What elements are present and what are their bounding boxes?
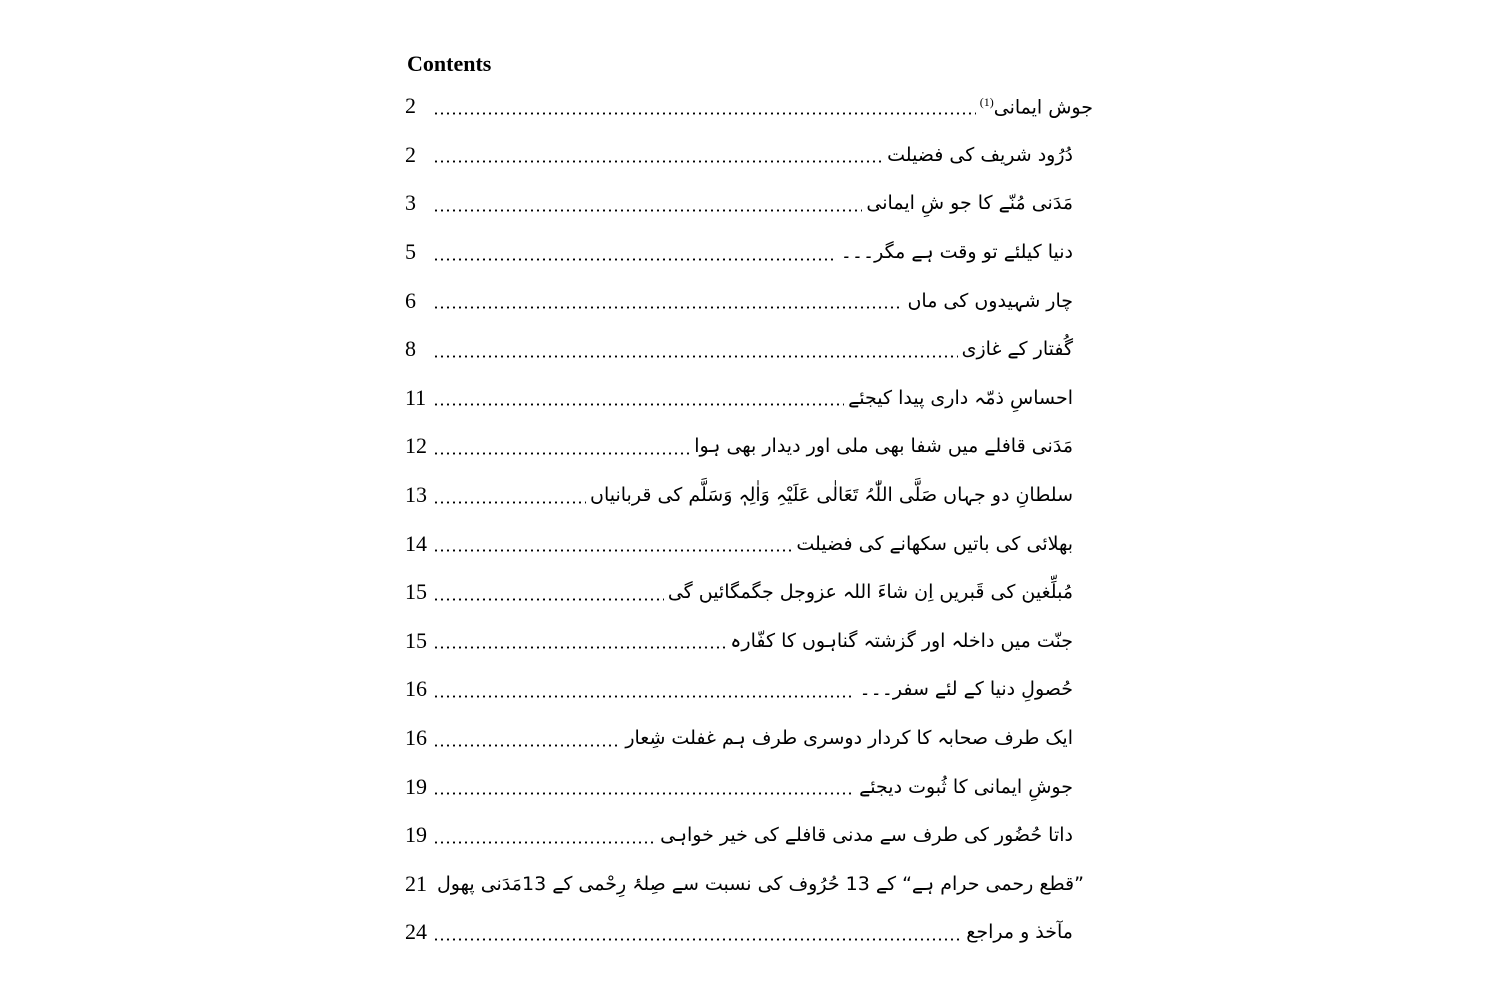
- dot-leader: [433, 938, 962, 941]
- toc-entry-title: [668, 581, 1073, 603]
- dot-leader: [433, 792, 855, 795]
- dot-leader: [433, 258, 837, 261]
- toc-page-number: 8: [405, 336, 416, 362]
- toc-entry[interactable]: [405, 131, 1105, 180]
- toc-entry[interactable]: [405, 82, 1105, 131]
- toc-entry-title-text: مُبلِّغین کی قَبریں اِن شاءَ اللہ عزوجل جگمگائیں گی: [667, 581, 1073, 604]
- toc-entry-title: [980, 95, 1093, 118]
- dot-leader: [433, 306, 903, 309]
- toc-entry-title: [962, 338, 1073, 360]
- toc-entry-title-text: چار شہیدوں کی ماں: [907, 289, 1073, 312]
- toc-entry-title-text: سلطانِ دو جہاں صَلَّی اللّٰہُ تَعَالٰی عَلَیْہِ وَاٰلِہٖ وَسَلَّم کی قربانیاں: [590, 484, 1073, 507]
- toc-heading: Contents: [407, 51, 492, 76]
- toc-entry[interactable]: [405, 617, 1105, 666]
- toc-page-number: 16: [405, 676, 427, 702]
- toc-entry[interactable]: [405, 276, 1105, 325]
- toc-page-number: 15: [405, 579, 427, 605]
- toc-entry-title: [907, 290, 1073, 312]
- toc-entry[interactable]: [405, 665, 1105, 714]
- toc-entry[interactable]: [405, 228, 1105, 277]
- toc-entry[interactable]: [405, 471, 1105, 520]
- toc-entry-title: [841, 241, 1073, 263]
- dot-leader: [433, 355, 958, 358]
- toc-page-number: 21: [405, 870, 427, 896]
- toc-page-number: 5: [405, 239, 416, 265]
- toc-entry-title: [866, 192, 1073, 214]
- dot-leader: [433, 841, 656, 844]
- toc-page-number: 12: [405, 433, 427, 459]
- toc-entry-title-text: جوش ایمانی: [993, 95, 1093, 118]
- toc-page-number: 13: [405, 482, 427, 508]
- dot-leader: [433, 112, 976, 115]
- toc-entry[interactable]: [405, 762, 1105, 811]
- toc-list: [405, 82, 1105, 957]
- dot-leader: [433, 403, 844, 406]
- toc-entry-title: [625, 727, 1073, 749]
- toc-entry[interactable]: [405, 811, 1105, 860]
- toc-entry-title-text: داتا حُضُور کی طرف سے مدنی قافلے کی خیر خواہی: [660, 824, 1073, 847]
- toc-page-number: 14: [405, 530, 427, 556]
- toc-entry-title-text: جنّت میں داخلہ اور گزشتہ گناہوں کا کفّارہ: [730, 629, 1073, 652]
- toc-entry-title-text: مَدَنی قافلے میں شفا بھی ملی اور دیدار بھی ہوا: [694, 435, 1073, 458]
- dot-leader: [433, 501, 586, 504]
- toc-entry-title: [590, 484, 1073, 506]
- dot-leader: [433, 695, 855, 698]
- dot-leader: [433, 209, 862, 212]
- toc-entry-title-text: ایک طرف صحابہ کا کردار دوسری طرف ہم غفلت شِعار: [625, 727, 1073, 750]
- toc-entry[interactable]: [405, 422, 1105, 471]
- dot-leader: [433, 598, 664, 601]
- toc-entry[interactable]: [405, 179, 1105, 228]
- toc-entry-title: [660, 824, 1073, 846]
- toc-page-number: 11: [405, 384, 427, 410]
- toc-entry-title: [859, 678, 1073, 700]
- toc-page-number: 24: [405, 919, 427, 945]
- toc-entry-title: [796, 533, 1073, 555]
- toc-entry[interactable]: [405, 519, 1105, 568]
- toc-entry[interactable]: [405, 568, 1105, 617]
- toc-entry-title-text: مَدَنی مُنّے کا جو شِ ایمانی: [866, 192, 1073, 215]
- toc-entry-title-text: مآخذ و مراجع: [966, 921, 1073, 944]
- toc-page-number: 6: [405, 287, 416, 313]
- toc-entry-title-text: گُفتار کے غازی: [961, 338, 1073, 361]
- toc-entry-title: [437, 873, 1084, 895]
- toc-entry-title-text: دنیا کیلئے تو وقت ہے مگر۔۔۔: [840, 241, 1073, 264]
- dot-leader: [433, 646, 726, 649]
- dot-leader: [433, 549, 792, 552]
- toc-entry[interactable]: [405, 374, 1105, 423]
- toc-page-number: 19: [405, 773, 427, 799]
- toc-entry-title: [887, 144, 1073, 166]
- toc-page-number: 2: [405, 141, 416, 167]
- toc-entry-title: [730, 630, 1073, 652]
- toc-page-number: 16: [405, 725, 427, 751]
- toc-entry-title: [966, 921, 1073, 943]
- toc-page-number: 3: [405, 190, 416, 216]
- toc-entry-title-text: احساسِ ذمّہ داری پیدا کیجئے: [848, 386, 1073, 409]
- toc-entry-title-text: دُرُود شریف کی فضیلت: [887, 143, 1073, 166]
- dot-leader: [433, 744, 621, 747]
- dot-leader: [433, 160, 883, 163]
- dot-leader: [433, 452, 690, 455]
- toc-entry[interactable]: [405, 714, 1105, 763]
- toc-page-number: 15: [405, 627, 427, 653]
- toc-entry-title-text: حُصولِ دنیا کے لئے سفر۔۔۔: [859, 678, 1073, 701]
- toc-entry-title-text: ”قطع رحمی حرام ہے“ کے 13 حُرُوف کی نسبت سے صِلۂ رِحْمی کے 13مَدَنی پھول: [437, 872, 1084, 895]
- toc-entry-title: [694, 435, 1073, 457]
- toc-entry[interactable]: [405, 908, 1105, 957]
- toc-entry-title: [859, 776, 1073, 798]
- toc-page-number: 2: [405, 93, 416, 119]
- toc-page-number: 19: [405, 822, 427, 848]
- toc-entry[interactable]: [405, 325, 1105, 374]
- toc-entry-title-text: جوشِ ایمانی کا ثُبوت دیجئے: [859, 775, 1073, 798]
- footnote-marker[interactable]: (1): [979, 94, 994, 109]
- toc-entry-title: [848, 387, 1073, 409]
- toc-entry[interactable]: [405, 860, 1105, 909]
- toc-entry-title-text: بھلائی کی باتیں سکھانے کی فضیلت: [796, 532, 1073, 555]
